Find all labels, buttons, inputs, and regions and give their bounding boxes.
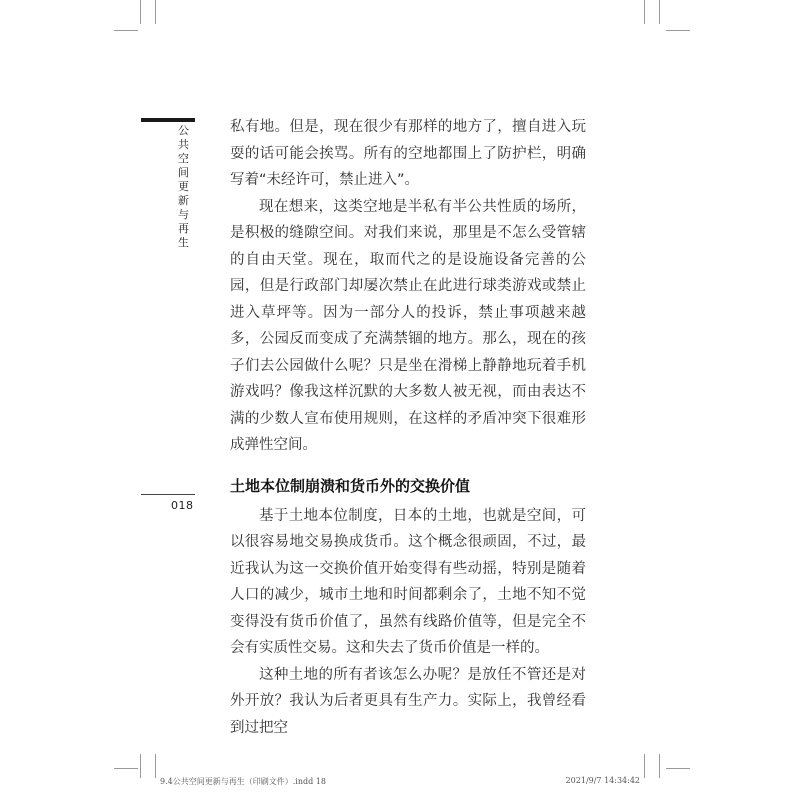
paragraph: 基于土地本位制度，日本的土地，也就是空间，可以很容易地交易换成货币。这个概念很顽固，不过，最近我认为这一交换价值开始变得有些动摇，特别是随着人口的减少，城市土地和时间都剩余了，土地不知不觉变得没有货币价值了，虽然有线路价值等，但是完全不会有实质性交易。这和失去了货币价值是一样的。 — [230, 507, 586, 656]
crop-mark — [659, 754, 660, 778]
page-number: 018 — [171, 499, 194, 512]
paragraph: 现在想来，这类空地是半私有半公共性质的场所，是积极的缝隙空间。对我们来说，那里是不怎么受管辖的自由天堂。现在，取而代之的是设施设备完善的公园，但是行政部门却屡次禁止在此进行球类游戏或禁止进入草坪等。因为一部分人的投诉，禁止事项越来越多，公园反而变成了充满禁锢的地方。那么，现在的孩子们去公园做什么呢？只是坐在滑梯上静静地玩着手机游戏吗？像我这样沉默的大多数人被无视，而由表达不满的少数人宣布使用规则，在这样的矛盾冲突下很难形成弹性空间。 — [230, 198, 586, 453]
crop-mark — [644, 0, 645, 24]
paragraph: 这种土地的所有者该怎么办呢？是放任不管还是对外开放？我认为后者更具有生产力。实际上，我曾经看到过把空 — [230, 666, 586, 736]
crop-mark — [155, 0, 156, 24]
crop-mark — [140, 754, 141, 778]
crop-mark — [666, 30, 690, 31]
crop-mark — [659, 0, 660, 24]
running-title: 公共空间更新与再生 — [178, 124, 189, 249]
print-slug-timestamp: 2021/9/7 14:34:42 — [565, 776, 640, 785]
crop-mark — [666, 768, 690, 769]
crop-mark — [114, 768, 138, 769]
paragraph: 私有地。但是，现在很少有那样的地方了，擅自进入玩耍的话可能会挨骂。所有的空地都围上了防护栏，明确写着“未经许可，禁止进入”。 — [230, 119, 586, 188]
sidebar-top-rule — [141, 118, 195, 122]
crop-mark — [155, 754, 156, 778]
section-heading: 土地本位制崩溃和货币外的交换价值 — [230, 476, 471, 495]
print-slug-file: 9.4公共空间更新与再生（印刷文件）.indd 18 — [160, 777, 326, 786]
sidebar-page-rule — [141, 494, 195, 495]
crop-mark — [114, 30, 138, 31]
crop-mark — [644, 754, 645, 778]
body-text — [230, 114, 586, 741]
crop-mark — [140, 0, 141, 24]
